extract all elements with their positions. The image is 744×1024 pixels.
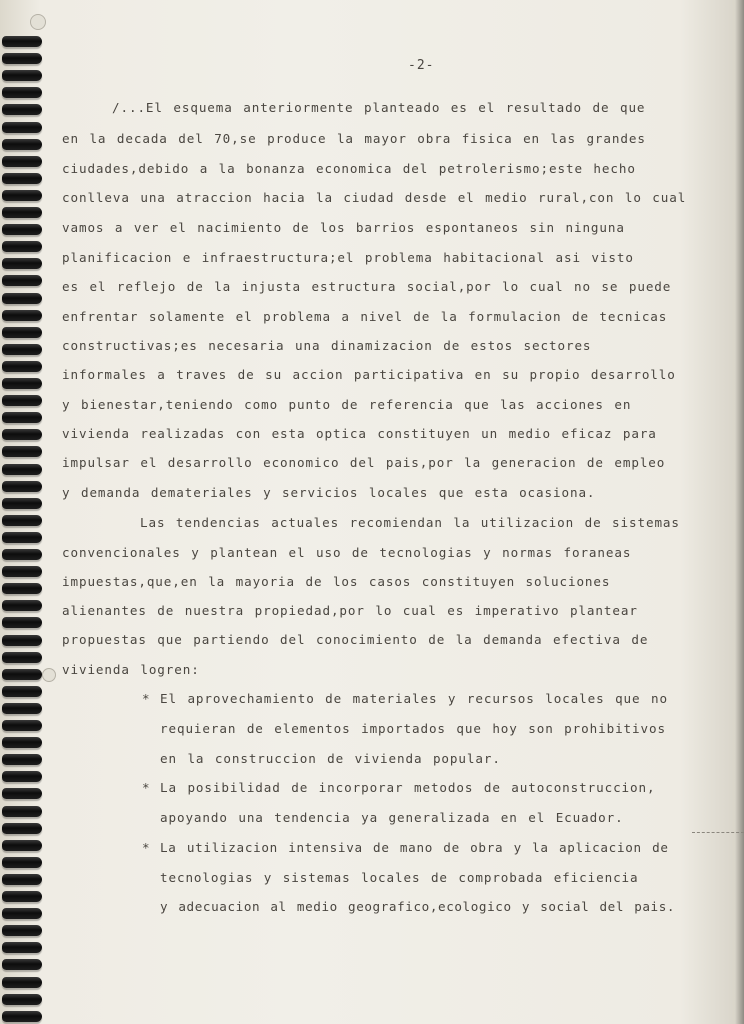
text-line: impulsar el desarrollo economico del pais,por la generacion de empleo [62, 455, 666, 470]
text-line: planificacion e infraestructura;el problema habitacional asi visto [62, 250, 634, 265]
binding-coil [2, 207, 42, 218]
binding-coil [2, 446, 42, 457]
binding-coil [2, 754, 42, 765]
binding-coil [2, 481, 42, 492]
bullet-text-line: La utilizacion intensiva de mano de obra y la aplicacion de [160, 840, 669, 855]
bullet-text-line: tecnologias y sistemas locales de comprobada eficiencia [160, 870, 639, 885]
binding-coil [2, 806, 42, 817]
binding-coil [2, 224, 42, 235]
text-line: vamos a ver el nacimiento de los barrios espontaneos sin ninguna [62, 220, 625, 235]
text-line: es el reflejo de la injusta estructura social,por lo cual no se puede [62, 279, 672, 294]
binding-coil [2, 515, 42, 526]
bullet-text-line: requieran de elementos importados que hoy son prohibitivos [160, 721, 666, 736]
binding-coil [2, 464, 42, 475]
bullet-text-line: y adecuacion al medio geografico,ecologico y social del pais. [160, 899, 676, 914]
binding-coil [2, 361, 42, 372]
binding-coil [2, 583, 42, 594]
bullet-marker: * [142, 840, 150, 855]
bullet-marker: * [142, 780, 150, 795]
binding-coil [2, 600, 42, 611]
binding-coil [2, 617, 42, 628]
binding-coil [2, 87, 42, 98]
text-line: convencionales y plantean el uso de tecnologias y normas foraneas [62, 545, 632, 560]
binding-coil [2, 703, 42, 714]
binding-coil [2, 258, 42, 269]
binding-coil [2, 53, 42, 64]
binding-coil [2, 104, 42, 115]
bullet-text-line: El aprovechamiento de materiales y recursos locales que no [160, 691, 668, 706]
binding-coil [2, 378, 42, 389]
binding-coil [2, 908, 42, 919]
bullet-text-line: La posibilidad de incorporar metodos de autoconstruccion, [160, 780, 656, 795]
text-line: y bienestar,teniendo como punto de referencia que las acciones en [62, 397, 632, 412]
binding-coil [2, 771, 42, 782]
binding-coil [2, 139, 42, 150]
punch-hole [30, 14, 46, 30]
binding-coil [2, 720, 42, 731]
binding-coil [2, 652, 42, 663]
text-line: enfrentar solamente el problema a nivel de la formulacion de tecnicas [62, 309, 668, 324]
binding-coil [2, 190, 42, 201]
binding-coil [2, 549, 42, 560]
bullet-marker: * [142, 691, 150, 706]
punch-hole [42, 668, 56, 682]
binding-coil [2, 241, 42, 252]
page-number: -2- [408, 58, 435, 73]
page-edge-mark [692, 832, 744, 833]
text-line: vivienda realizadas con esta optica constituyen un medio eficaz para [62, 426, 657, 441]
text-line: informales a traves de su accion participativa en su propio desarrollo [62, 367, 676, 382]
binding-coil [2, 566, 42, 577]
binding-coil [2, 686, 42, 697]
spiral-binding [0, 0, 44, 1024]
binding-coil [2, 1011, 42, 1022]
binding-coil [2, 310, 42, 321]
binding-coil [2, 275, 42, 286]
text-line: Las tendencias actuales recomiendan la utilizacion de sistemas [140, 515, 680, 530]
binding-coil [2, 173, 42, 184]
binding-coil [2, 857, 42, 868]
text-line: /...El esquema anteriormente planteado es el resultado de que [112, 100, 646, 115]
bullet-text-line: en la construccion de vivienda popular. [160, 751, 501, 766]
binding-coil [2, 327, 42, 338]
text-line: conlleva una atraccion hacia la ciudad desde el medio rural,con lo cual [62, 190, 687, 205]
text-line: en la decada del 70,se produce la mayor obra fisica en las grandes [62, 131, 646, 146]
binding-coil [2, 874, 42, 885]
binding-coil [2, 156, 42, 167]
text-line: constructivas;es necesaria una dinamizacion de estos sectores [62, 338, 592, 353]
binding-coil [2, 823, 42, 834]
binding-coil [2, 840, 42, 851]
binding-coil [2, 429, 42, 440]
binding-coil [2, 498, 42, 509]
text-line: vivienda logren: [62, 662, 200, 677]
binding-coil [2, 669, 42, 680]
binding-coil [2, 122, 42, 133]
binding-coil [2, 788, 42, 799]
binding-coil [2, 70, 42, 81]
binding-coil [2, 959, 42, 970]
text-line: alienantes de nuestra propiedad,por lo cual es imperativo plantear [62, 603, 638, 618]
text-line: impuestas,que,en la mayoria de los casos constituyen soluciones [62, 574, 611, 589]
binding-coil [2, 36, 42, 47]
binding-coil [2, 635, 42, 646]
text-line: y demanda demateriales y servicios locales que esta ocasiona. [62, 485, 596, 500]
binding-coil [2, 891, 42, 902]
binding-coil [2, 532, 42, 543]
binding-coil [2, 925, 42, 936]
binding-coil [2, 293, 42, 304]
text-line: ciudades,debido a la bonanza economica del petrolerismo;este hecho [62, 161, 636, 176]
bullet-text-line: apoyando una tendencia ya generalizada en el Ecuador. [160, 810, 624, 825]
binding-coil [2, 737, 42, 748]
binding-coil [2, 977, 42, 988]
binding-coil [2, 942, 42, 953]
binding-coil [2, 994, 42, 1005]
binding-coil [2, 344, 42, 355]
binding-coil [2, 395, 42, 406]
text-line: propuestas que partiendo del conocimiento de la demanda efectiva de [62, 632, 649, 647]
binding-coil [2, 412, 42, 423]
